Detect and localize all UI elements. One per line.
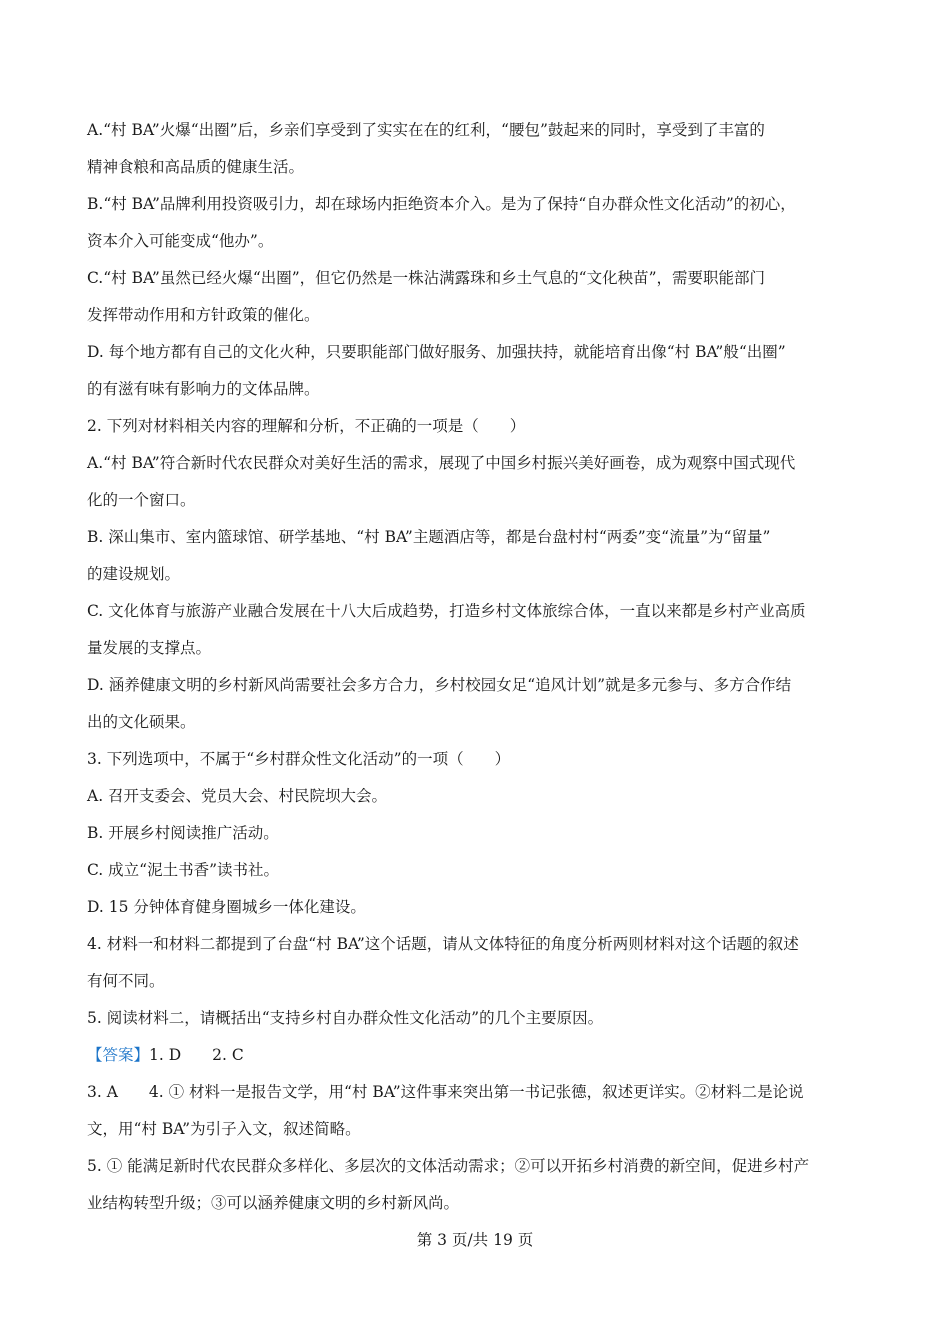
q3-option-d: D. 15 分钟体育健身圈城乡一体化建设。: [87, 898, 366, 916]
question-3: 3. 下列选项中，不属于“乡村群众性文化活动”的一项（ ）: [87, 750, 511, 768]
question-4-line-2: 有何不同。: [87, 972, 165, 990]
q2-option-b-line-2: 的建设规划。: [87, 565, 181, 583]
option-d-line-2: 的有滋有味有影响力的文体品牌。: [87, 380, 320, 398]
answer-line-2: 3. A 4. ① 材料一是报告文学，用“村 BA”这件事来突出第一书记张德，叙述更详实。②材料二是论说: [87, 1083, 804, 1101]
option-a-line-2: 精神食粮和高品质的健康生活。: [87, 158, 305, 176]
answer-label: 【答案】: [87, 1046, 150, 1064]
q2-option-c-line-1: C. 文化体育与旅游产业融合发展在十八大后成趋势，打造乡村文体旅综合体，一直以来都是乡村产业高质: [87, 602, 806, 620]
question-5: 5. 阅读材料二，请概括出“支持乡村自办群众性文化活动”的几个主要原因。: [87, 1009, 604, 1027]
q2-option-c-line-2: 量发展的支撑点。: [87, 639, 212, 657]
q2-option-a-line-2: 化的一个窗口。: [87, 491, 196, 509]
answer-line-3: 文，用“村 BA”为引子入文，叙述简略。: [87, 1120, 361, 1138]
option-b-line-1: B.“村 BA”品牌利用投资吸引力，却在球场内拒绝资本介入。是为了保持“自办群众性文化活动”的初心，: [87, 195, 796, 213]
q3-option-a: A. 召开支委会、党员大会、村民院坝大会。: [87, 787, 388, 805]
option-b-line-2: 资本介入可能变成“他办”。: [87, 232, 274, 250]
option-c-line-1: C.“村 BA”虽然已经火爆“出圈”，但它仍然是一株沾满露珠和乡土气息的“文化秧苗”，需要职能部门: [87, 269, 766, 287]
answer-first: 1. D 2. C: [149, 1046, 244, 1064]
q2-option-b-line-1: B. 深山集市、室内篮球馆、研学基地、“村 BA”主题酒店等，都是台盘村村“两委”变“流量”为“留量”: [87, 528, 771, 546]
question-4-line-1: 4. 材料一和材料二都提到了台盘“村 BA”这个话题，请从文体特征的角度分析两则材料对这个话题的叙述: [87, 935, 799, 953]
option-d-line-1: D. 每个地方都有自己的文化火种，只要职能部门做好服务、加强扶持，就能培育出像“村 BA”般“出圈”: [87, 343, 786, 361]
document-body: [87, 112, 877, 1222]
answer-line-4: 5. ① 能满足新时代农民群众多样化、多层次的文体活动需求；②可以开拓乡村消费的新空间，促进乡村产: [87, 1157, 810, 1175]
q3-option-c: C. 成立“泥土书香”读书社。: [87, 861, 280, 879]
q2-option-d-line-2: 出的文化硕果。: [87, 713, 196, 731]
option-c-line-2: 发挥带动作用和方针政策的催化。: [87, 306, 320, 324]
answer-line-5: 业结构转型升级；③可以涵养健康文明的乡村新风尚。: [87, 1194, 460, 1212]
question-2: 2. 下列对材料相关内容的理解和分析，不正确的一项是（ ）: [87, 417, 526, 435]
answer-line: [87, 1037, 877, 1074]
q2-option-a-line-1: A.“村 BA”符合新时代农民群众对美好生活的需求，展现了中国乡村振兴美好画卷，成为观察中国式现代: [87, 454, 796, 472]
page-footer: 第 3 页/共 19 页: [416, 1231, 534, 1249]
q3-option-b: B. 开展乡村阅读推广活动。: [87, 824, 279, 842]
option-a-line-1: A.“村 BA”火爆“出圈”后，乡亲们享受到了实实在在的红利，“腰包”鼓起来的同时，享受到了丰富的: [87, 121, 765, 139]
q2-option-d-line-1: D. 涵养健康文明的乡村新风尚需要社会多方合力，乡村校园女足“追风计划”就是多元参与、多方合作结: [87, 676, 792, 694]
